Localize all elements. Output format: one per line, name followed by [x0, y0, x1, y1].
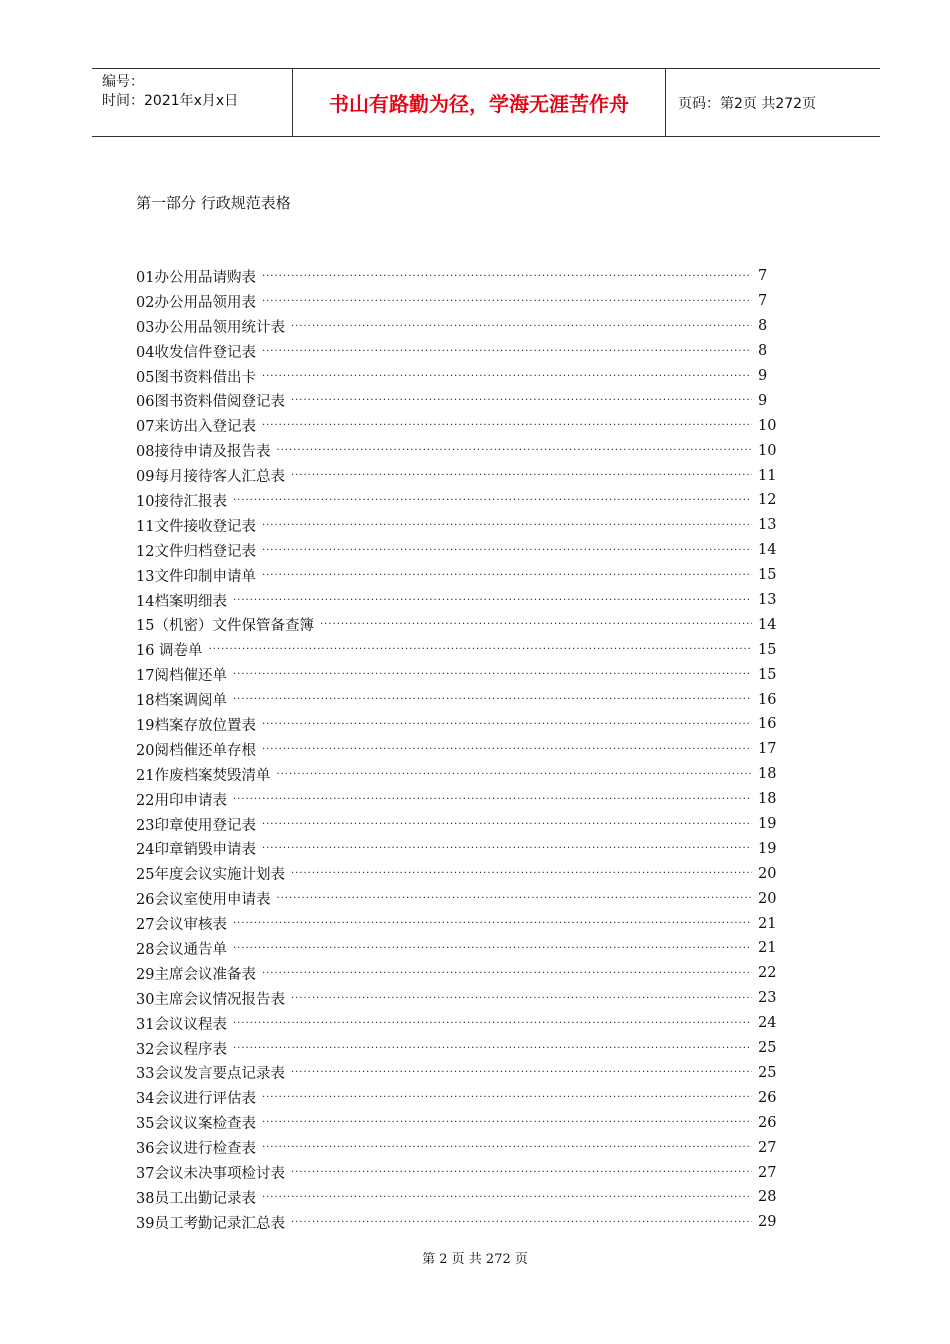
toc-entry-page: 25: [758, 1040, 777, 1057]
toc-entry-page: 23: [758, 990, 777, 1007]
toc-entry[interactable]: [136, 1110, 778, 1135]
toc-leader-dots: [276, 445, 752, 456]
toc-leader-dots: [262, 545, 752, 556]
toc-leader-dots: [291, 1167, 752, 1178]
toc-entry[interactable]: [136, 1061, 778, 1086]
toc-entry[interactable]: [136, 986, 778, 1011]
toc-entry-label: 02办公用品领用表: [136, 294, 256, 311]
toc-leader-dots: [233, 794, 752, 805]
toc-entry[interactable]: [136, 737, 778, 762]
toc-entry-page: 26: [758, 1089, 777, 1106]
toc-entry-label: 19档案存放位置表: [136, 717, 256, 734]
toc-entry-label: 28会议通告单: [136, 941, 227, 958]
toc-entry[interactable]: [136, 364, 778, 389]
toc-leader-dots: [209, 644, 752, 655]
toc-leader-dots: [233, 694, 752, 705]
toc-entry[interactable]: [136, 463, 778, 488]
toc-entry-page: 7: [758, 293, 768, 310]
toc-entry[interactable]: [136, 812, 778, 837]
toc-leader-dots: [262, 296, 752, 307]
toc-leader-dots: [262, 271, 752, 282]
toc-entry-page: 10: [758, 417, 777, 434]
toc-leader-dots: [233, 1018, 752, 1029]
toc-entry-page: 19: [758, 840, 777, 857]
toc-leader-dots: [262, 1192, 752, 1203]
toc-entry-page: 15: [758, 641, 777, 658]
toc-entry[interactable]: [136, 787, 778, 812]
toc-entry[interactable]: [136, 762, 778, 787]
toc-leader-dots: [262, 744, 752, 755]
toc-entry-label: 33会议发言要点记录表: [136, 1066, 285, 1083]
toc-entry[interactable]: [136, 1210, 778, 1235]
toc-leader-dots: [262, 843, 752, 854]
toc-entry-label: 20阅档催还单存根: [136, 742, 256, 759]
toc-entry-label: 35会议议案检查表: [136, 1116, 256, 1133]
toc-entry-label: 23印章使用登记表: [136, 817, 256, 834]
toc-entry[interactable]: [136, 712, 778, 737]
toc-entry-page: 18: [758, 766, 777, 783]
toc-leader-dots: [291, 868, 752, 879]
toc-leader-dots: [233, 918, 752, 929]
toc-entry[interactable]: [136, 538, 778, 563]
toc-entry[interactable]: [136, 612, 778, 637]
time-label: 时间：2021年x月x日: [102, 93, 239, 109]
toc-entry-label: 22用印申请表: [136, 792, 227, 809]
table-of-contents: [136, 264, 778, 1235]
toc-entry-page: 21: [758, 940, 777, 957]
toc-leader-dots: [233, 669, 752, 680]
toc-entry[interactable]: [136, 314, 778, 339]
toc-leader-dots: [262, 968, 752, 979]
toc-leader-dots: [276, 769, 752, 780]
toc-entry-label: 34会议进行评估表: [136, 1091, 256, 1108]
toc-entry-label: 16 调卷单: [136, 643, 203, 660]
toc-entry-label: 15（机密）文件保管备查簿: [136, 618, 314, 635]
toc-entry[interactable]: [136, 339, 778, 364]
toc-entry-label: 01办公用品请购表: [136, 269, 256, 286]
toc-entry-label: 25年度会议实施计划表: [136, 867, 285, 884]
toc-entry-page: 9: [758, 368, 768, 384]
toc-entry-label: 06图书资料借阅登记表: [136, 394, 285, 411]
toc-entry-label: 13文件印制申请单: [136, 568, 256, 585]
toc-entry-page: 15: [758, 567, 777, 584]
toc-entry-label: 32会议程序表: [136, 1041, 227, 1058]
toc-entry[interactable]: [136, 861, 778, 886]
toc-entry-label: 05图书资料借出卡: [136, 369, 256, 386]
toc-entry-page: 26: [758, 1114, 777, 1131]
toc-entry-page: 7: [758, 268, 768, 285]
toc-entry[interactable]: [136, 936, 778, 961]
toc-entry[interactable]: [136, 438, 778, 463]
toc-leader-dots: [262, 520, 752, 531]
toc-leader-dots: [262, 570, 752, 581]
toc-entry-label: 38员工出勤记录表: [136, 1190, 256, 1207]
toc-entry[interactable]: [136, 1160, 778, 1185]
toc-entry-label: 39员工考勤记录汇总表: [136, 1215, 285, 1232]
toc-entry-page: 22: [758, 965, 777, 982]
toc-entry-page: 24: [758, 1015, 777, 1032]
toc-leader-dots: [291, 993, 752, 1004]
number-label: 编号：: [102, 74, 144, 90]
toc-entry[interactable]: [136, 961, 778, 986]
toc-entry-label: 30主席会议情况报告表: [136, 991, 285, 1008]
toc-entry[interactable]: [136, 388, 778, 413]
toc-leader-dots: [233, 495, 752, 506]
toc-entry-label: 11文件接收登记表: [136, 518, 256, 535]
page-header: [92, 68, 880, 137]
toc-entry[interactable]: [136, 264, 778, 289]
toc-entry-page: 8: [758, 318, 768, 335]
toc-entry-page: 25: [758, 1064, 777, 1081]
toc-entry-label: 27会议审核表: [136, 917, 227, 934]
toc-entry-label: 09每月接待客人汇总表: [136, 469, 285, 486]
toc-entry-label: 24印章销毁申请表: [136, 842, 256, 859]
toc-entry-page: 12: [758, 492, 777, 509]
toc-entry-page: 10: [758, 442, 777, 459]
toc-entry[interactable]: [136, 563, 778, 588]
toc-entry[interactable]: [136, 289, 778, 314]
toc-leader-dots: [276, 893, 752, 904]
toc-entry-label: 26会议室使用申请表: [136, 892, 271, 909]
toc-entry-label: 18档案调阅单: [136, 693, 227, 710]
header-meta: [92, 69, 292, 136]
toc-leader-dots: [262, 420, 752, 431]
toc-entry[interactable]: [136, 911, 778, 936]
toc-entry-page: 13: [758, 517, 777, 534]
toc-entry-page: 14: [758, 542, 777, 559]
toc-entry[interactable]: [136, 1135, 778, 1160]
toc-entry-label: 12文件归档登记表: [136, 543, 256, 560]
toc-leader-dots: [291, 1217, 752, 1228]
toc-entry-page: 17: [758, 741, 777, 758]
toc-entry-page: 14: [758, 616, 777, 633]
toc-entry[interactable]: [136, 687, 778, 712]
toc-entry-label: 37会议未决事项检讨表: [136, 1166, 285, 1182]
toc-leader-dots: [233, 943, 752, 954]
toc-entry-page: 18: [758, 791, 777, 808]
toc-leader-dots: [262, 719, 752, 730]
toc-leader-dots: [262, 819, 752, 830]
toc-entry[interactable]: [136, 413, 778, 438]
toc-entry-label: 17阅档催还单: [136, 668, 227, 685]
toc-entry[interactable]: [136, 886, 778, 911]
toc-entry-page: 28: [758, 1189, 777, 1206]
toc-entry-label: 29主席会议准备表: [136, 966, 256, 983]
toc-entry-label: 10接待汇报表: [136, 493, 227, 510]
toc-entry-label: 21作废档案焚毁清单: [136, 767, 271, 784]
toc-entry-label: 31会议议程表: [136, 1016, 227, 1033]
toc-entry-page: 20: [758, 890, 777, 907]
toc-entry[interactable]: [136, 1011, 778, 1036]
toc-entry-page: 21: [758, 915, 777, 932]
toc-entry[interactable]: [136, 513, 778, 538]
toc-leader-dots: [233, 595, 752, 606]
toc-entry-page: 16: [758, 691, 777, 708]
toc-entry[interactable]: [136, 1185, 778, 1210]
toc-entry-label: 04收发信件登记表: [136, 344, 256, 361]
toc-entry[interactable]: [136, 662, 778, 687]
toc-leader-dots: [291, 470, 752, 481]
toc-entry[interactable]: [136, 1036, 778, 1061]
toc-leader-dots: [233, 1043, 752, 1054]
header-motto: 书山有路勤为径，学海无涯苦作舟: [292, 69, 666, 136]
toc-entry[interactable]: [136, 836, 778, 861]
toc-entry-page: 19: [758, 816, 777, 833]
page-footer: 第 2 页 共 272 页: [422, 1252, 528, 1267]
toc-entry[interactable]: [136, 588, 778, 613]
toc-entry-page: 29: [758, 1214, 777, 1231]
toc-leader-dots: [262, 371, 752, 382]
toc-entry-page: 9: [758, 392, 768, 409]
toc-entry-page: 27: [758, 1139, 777, 1156]
section-title: 第一部分 行政规范表格: [136, 194, 291, 212]
toc-leader-dots: [291, 395, 752, 406]
toc-leader-dots: [262, 1092, 752, 1103]
toc-entry-label: 36会议进行检查表: [136, 1141, 256, 1158]
toc-entry-page: 13: [758, 592, 777, 609]
toc-leader-dots: [262, 346, 752, 357]
toc-leader-dots: [291, 1067, 752, 1078]
toc-leader-dots: [291, 321, 752, 332]
toc-entry-page: 11: [758, 467, 777, 484]
toc-leader-dots: [262, 1117, 752, 1128]
toc-entry[interactable]: [136, 637, 778, 662]
toc-entry[interactable]: [136, 1085, 778, 1110]
toc-entry-page: 8: [758, 343, 768, 360]
toc-entry-label: 08接待申请及报告表: [136, 444, 271, 461]
toc-leader-dots: [320, 619, 752, 630]
toc-entry-page: 16: [758, 716, 777, 733]
header-page-label: 页码：第2页 共272页: [678, 95, 817, 112]
toc-entry[interactable]: [136, 488, 778, 513]
toc-entry-page: 15: [758, 666, 777, 683]
toc-entry-label: 03办公用品领用统计表: [136, 319, 285, 336]
toc-leader-dots: [262, 1142, 752, 1153]
toc-entry-label: 07来访出入登记表: [136, 419, 256, 436]
toc-entry-label: 14档案明细表: [136, 593, 227, 610]
toc-entry-page: 20: [758, 865, 777, 882]
toc-entry-page: 27: [758, 1164, 777, 1181]
